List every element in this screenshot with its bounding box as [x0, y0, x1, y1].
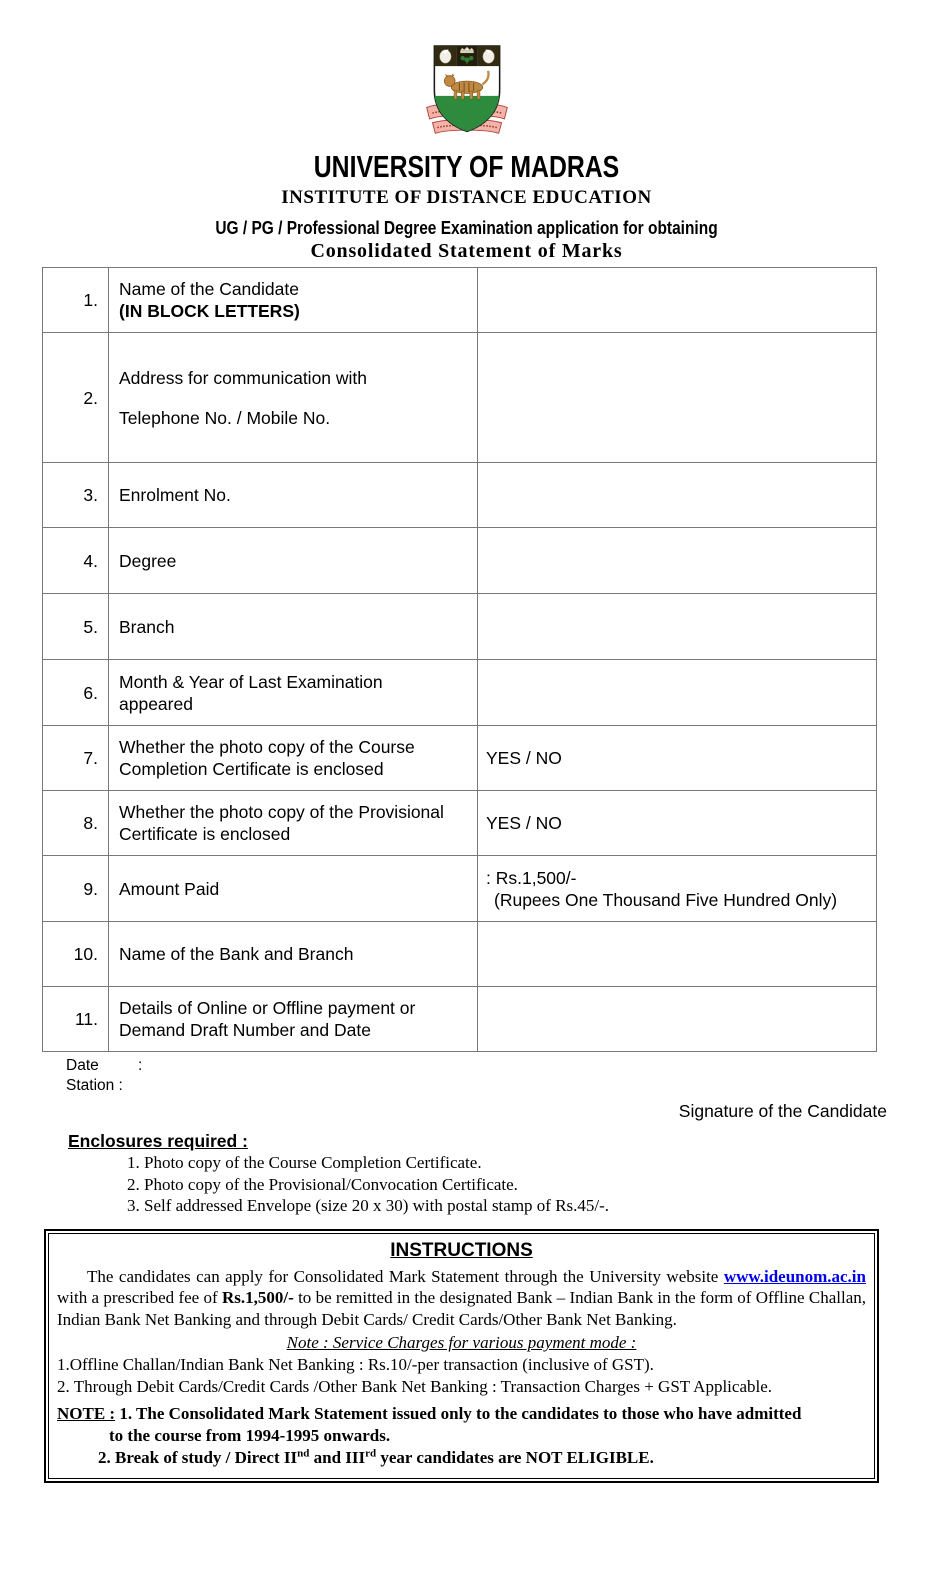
row-label: Month & Year of Last Examination appeared — [109, 660, 478, 726]
row-label: Details of Online or Offline payment or Demand Draft Number and Date — [109, 987, 478, 1052]
station-line — [66, 1076, 933, 1096]
table-row-amount-paid — [43, 856, 877, 922]
table-row-name — [43, 268, 877, 333]
university-title: UNIVERSITY OF MADRAS — [313, 149, 620, 184]
row-value-cell: : Rs.1,500/- (Rupees One Thousand Five Hundred Only) — [478, 856, 877, 922]
row-label: Whether the photo copy of the Course Completion Certificate is enclosed — [109, 726, 478, 791]
row-number: 8. — [43, 791, 109, 856]
row-number: 1. — [43, 268, 109, 333]
table-row-enrolment — [43, 463, 877, 528]
row-number: 6. — [43, 660, 109, 726]
crest-shield — [434, 46, 499, 132]
row-value-cell — [478, 922, 877, 987]
row-label: Branch — [109, 594, 478, 660]
row-value-cell — [478, 987, 877, 1052]
enclosures-heading: Enclosures required : — [68, 1131, 248, 1151]
application-details-table — [42, 267, 877, 1052]
row-number: 10. — [43, 922, 109, 987]
note-block — [57, 1403, 866, 1469]
service-charges-note: Note : Service Charges for various payment mode : — [286, 1333, 637, 1352]
row-value-cell — [478, 333, 877, 463]
row-number: 7. — [43, 726, 109, 791]
note-line-2: to the course from 1994-1995 onwards. — [109, 1426, 391, 1445]
charge-item: 1.Offline Challan/Indian Bank Net Banking : Rs.10/-per transaction (inclusive of GST). — [57, 1355, 654, 1374]
crest-logo-container — [0, 36, 933, 150]
table-row-last-exam — [43, 660, 877, 726]
row-value-cell — [478, 463, 877, 528]
row-label: Amount Paid — [109, 856, 478, 922]
date-label: Date — [66, 1057, 99, 1074]
form-subtitle: UG / PG / Professional Degree Examination application for obtaining — [215, 218, 718, 238]
instructions-box — [48, 1233, 875, 1480]
row-label: Degree — [109, 528, 478, 594]
crest-crown-icon — [460, 47, 473, 53]
row-value-cell — [478, 594, 877, 660]
enclosure-item: 1. Photo copy of the Course Completion Certificate. — [127, 1153, 482, 1172]
fee-amount: Rs.1,500/- — [221, 1288, 294, 1307]
date-colon: : — [138, 1057, 143, 1074]
station-label: Station : — [66, 1077, 123, 1094]
row-label: Enrolment No. — [109, 463, 478, 528]
row-value-cell — [478, 268, 877, 333]
row-value-cell: YES / NO — [478, 726, 877, 791]
table-row-course-completion — [43, 726, 877, 791]
enclosures-list — [127, 1152, 933, 1217]
row-number: 5. — [43, 594, 109, 660]
row-number: 4. — [43, 528, 109, 594]
row-label: Address for communication with Telephone No. / Mobile No. — [109, 333, 478, 463]
row-number: 9. — [43, 856, 109, 922]
row-value-cell — [478, 660, 877, 726]
table-row-provisional — [43, 791, 877, 856]
institute-title: INSTITUTE OF DISTANCE EDUCATION — [281, 187, 652, 208]
instructions-paragraph: The candidates can apply for Consolidated Mark Statement through the University website www.ideunom.ac.in with a prescribed fee of Rs.1,500/- to be remitted in the designated Bank – Indian Bank in the form of Offline Challan, Indian Bank Net Banking and through Debit Cards/ Credit Cards/Other Bank Net Banking. — [57, 1266, 866, 1329]
table-row-degree — [43, 528, 877, 594]
table-row-bank-branch — [43, 922, 877, 987]
charge-item: 2. Through Debit Cards/Credit Cards /Other Bank Net Banking : Transaction Charges + GST Applicable. — [57, 1377, 773, 1396]
table-row-branch — [43, 594, 877, 660]
crest-dove-right-icon — [482, 50, 494, 64]
form-title: Consolidated Statement of Marks — [310, 240, 623, 262]
application-form-page — [0, 36, 933, 1572]
signature-label: Signature of the Candidate — [678, 1101, 887, 1121]
table-row-address — [43, 333, 877, 463]
row-number: 11. — [43, 987, 109, 1052]
crest-dove-left-icon — [439, 50, 451, 64]
row-value-cell: YES / NO — [478, 791, 877, 856]
row-number: 3. — [43, 463, 109, 528]
note-line-1: NOTE : 1. The Consolidated Mark Statement issued only to the candidates to those who have admitted — [57, 1404, 802, 1423]
row-number: 2. — [43, 333, 109, 463]
enclosure-item: 2. Photo copy of the Provisional/Convocation Certificate. — [127, 1174, 518, 1194]
instructions-heading: INSTRUCTIONS — [390, 1239, 533, 1261]
table-row-payment-details — [43, 987, 877, 1052]
row-label: Name of the Candidate (IN BLOCK LETTERS) — [109, 268, 478, 333]
row-label: Name of the Bank and Branch — [109, 922, 478, 987]
date-line — [66, 1056, 933, 1076]
row-value-cell — [478, 528, 877, 594]
university-website-link[interactable]: www.ideunom.ac.in — [723, 1266, 866, 1286]
note-label: NOTE : — [57, 1404, 116, 1423]
enclosure-item: 3. Self addressed Envelope (size 20 x 30) with postal stamp of Rs.45/-. — [127, 1196, 610, 1215]
note-line-3: 2. Break of study / Direct IInd and IIIrd year candidates are NOT ELIGIBLE. — [98, 1447, 654, 1467]
row-label: Whether the photo copy of the Provisional Certificate is enclosed — [109, 791, 478, 856]
university-crest-icon — [419, 36, 515, 150]
